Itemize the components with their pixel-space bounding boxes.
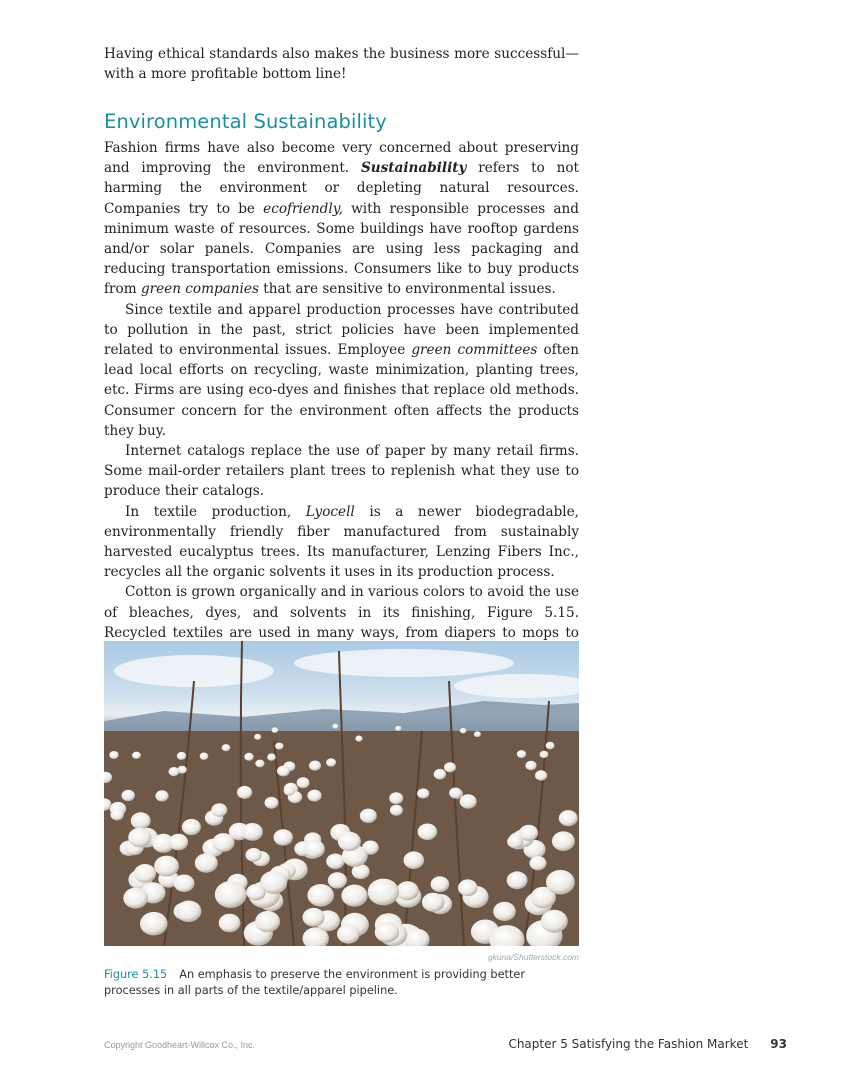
- cotton-boll: [507, 871, 528, 889]
- cotton-boll: [368, 879, 399, 906]
- cotton-boll: [109, 751, 118, 759]
- p5-text: Cotton is grown organically and in various colors to avoid the use of bleaches, dyes, and solvents in its finishing, Figure 5.15. Recycled textiles are used in many ways, from diapers to mops to: [104, 584, 579, 641]
- cotton-boll: [265, 797, 279, 809]
- cotton-boll: [395, 726, 401, 731]
- p1-text-c: with responsible processes and minimum waste of resources. Some buildings have rooftop gardens and/or solar panels. Companies are using less packaging and reducing transportation emissions. Consumers like to buy products from: [104, 200, 579, 298]
- figure-caption: [104, 967, 579, 999]
- cotton-boll: [449, 788, 462, 799]
- cotton-boll: [444, 762, 456, 772]
- cotton-boll: [284, 786, 295, 796]
- photo-credit: gkuna/Shutterstock.com: [487, 952, 579, 962]
- cotton-boll: [176, 901, 201, 923]
- cotton-boll: [128, 828, 151, 848]
- cotton-boll: [110, 809, 123, 820]
- cotton-boll: [493, 902, 516, 921]
- cotton-boll: [417, 788, 429, 798]
- cotton-boll: [559, 810, 578, 826]
- cotton-boll: [355, 736, 362, 742]
- cotton-boll: [244, 753, 253, 761]
- cotton-boll: [255, 760, 264, 768]
- p1-text-a: Fashion firms have also become very concerned about preserving and improving the environment.: [104, 140, 579, 177]
- cotton-boll: [507, 835, 523, 849]
- cotton-boll: [155, 790, 168, 801]
- cotton-boll: [535, 770, 547, 780]
- cotton-boll: [328, 872, 347, 888]
- cotton-boll: [140, 912, 168, 936]
- cotton-boll: [517, 750, 526, 758]
- p4-text-a: In textile production,: [125, 503, 306, 520]
- cotton-boll: [297, 777, 310, 788]
- cotton-boll: [237, 786, 252, 799]
- cotton-boll: [246, 848, 262, 862]
- cotton-boll: [309, 761, 321, 771]
- cotton-boll: [541, 910, 568, 933]
- cotton-boll: [540, 751, 549, 758]
- cotton-boll: [404, 851, 425, 869]
- cotton-boll: [422, 893, 445, 912]
- cotton-boll: [332, 724, 338, 729]
- paragraph-production-processes: [104, 300, 579, 441]
- term-green-committees: green committees: [411, 342, 538, 359]
- cotton-boll: [474, 731, 481, 737]
- cotton-boll: [267, 753, 276, 760]
- cotton-boll: [254, 734, 261, 740]
- paragraph-lyocell: [104, 502, 579, 583]
- intro-text: Having ethical standards also makes the business more successful—with a more profitable bottom line!: [104, 46, 579, 83]
- cotton-boll: [272, 727, 279, 733]
- cotton-boll: [174, 875, 195, 893]
- chapter-title: Chapter 5 Satisfying the Fashion Market: [508, 1037, 749, 1051]
- cotton-boll: [337, 924, 360, 943]
- cotton-boll: [169, 834, 188, 851]
- cotton-boll: [246, 884, 265, 900]
- running-footer: [508, 1037, 787, 1051]
- term-green-companies: green companies: [140, 281, 259, 298]
- clouds: [114, 649, 579, 698]
- cotton-boll: [546, 870, 575, 895]
- cotton-field-photo: [104, 641, 579, 946]
- cotton-boll: [303, 908, 325, 927]
- cotton-boll: [530, 856, 547, 870]
- cotton-boll: [460, 728, 467, 734]
- cotton-boll: [123, 888, 148, 909]
- body-text: [104, 138, 579, 683]
- cotton-boll: [396, 881, 418, 900]
- cotton-boll: [215, 881, 247, 908]
- cotton-boll: [274, 829, 293, 845]
- cotton-boll: [177, 752, 186, 760]
- p1-text-b: refers to not harming the environment or depleting natural resources. Companies try to be: [104, 160, 580, 217]
- cotton-boll: [389, 792, 403, 804]
- cotton-boll: [212, 833, 234, 852]
- cotton-boll: [200, 753, 209, 760]
- copyright-notice: Copyright Goodheart-Willcox Co., Inc.: [104, 1040, 256, 1050]
- section-heading: Environmental Sustainability: [104, 110, 387, 133]
- term-lyocell: Lyocell: [305, 503, 355, 520]
- cotton-boll: [552, 831, 575, 851]
- cotton-boll: [375, 922, 399, 943]
- cotton-boll: [182, 819, 201, 835]
- cotton-boll: [195, 853, 218, 873]
- cotton-boll: [277, 766, 290, 777]
- cotton-boll: [460, 794, 477, 808]
- cotton-boll: [307, 790, 321, 802]
- cotton-boll: [360, 809, 377, 823]
- cotton-boll: [546, 742, 555, 750]
- cotton-boll: [169, 767, 180, 776]
- cotton-boll: [222, 744, 231, 751]
- cotton-boll: [458, 879, 478, 896]
- p4-text-b: is a newer biodegradable, environmentally friendly fiber manufactured from sustainably harvested eucalyptus trees. Its manufacturer, Lenzing Fibers Inc., recycles all the organic solvents it uses in its production process.: [104, 503, 579, 581]
- p1-text-d: that are sensitive to environmental issues.: [258, 281, 556, 298]
- cotton-boll: [255, 911, 280, 932]
- cotton-boll: [132, 752, 141, 759]
- cotton-boll: [341, 885, 367, 907]
- cotton-boll: [242, 823, 263, 841]
- cotton-boll: [275, 743, 283, 750]
- figure-caption-text: An emphasis to preserve the environment is providing better processes in all parts of the textile/apparel pipeline.: [104, 968, 525, 997]
- cotton-boll: [131, 812, 151, 829]
- cotton-boll: [525, 761, 536, 770]
- cotton-field-illustration: [104, 641, 579, 946]
- figure-label: Figure 5.15: [104, 968, 168, 981]
- cotton-boll: [390, 805, 403, 816]
- cotton-boll: [122, 790, 135, 801]
- cotton-boll: [326, 758, 336, 767]
- cotton-boll: [418, 824, 438, 841]
- cotton-boll: [434, 769, 446, 780]
- paragraph-internet-catalogs: [104, 441, 579, 502]
- intro-paragraph: [104, 44, 579, 84]
- p2-text-b: often lead local efforts on recycling, waste minimization, planting trees, etc. Firms are using eco-dyes and finishes that replace old methods. Consumer concern for the environment often affects the products they buy.: [104, 342, 579, 439]
- cotton-boll: [134, 864, 156, 883]
- cotton-boll: [154, 856, 179, 877]
- cotton-boll: [338, 832, 361, 852]
- cotton-boll: [307, 884, 334, 907]
- p2-text-a: Since textile and apparel production processes have contributed to pollution in the past, strict policies have been implemented related to environmental issues. Employee: [104, 301, 579, 359]
- cotton-boll: [304, 840, 325, 858]
- cotton-boll: [431, 876, 450, 892]
- term-sustainability: Sustainability: [360, 160, 467, 177]
- cotton-boll: [219, 914, 241, 933]
- cotton-boll: [326, 854, 344, 870]
- term-ecofriendly: ecofriendly,: [263, 200, 343, 217]
- paragraph-sustainability: [104, 138, 579, 300]
- p3-text: Internet catalogs replace the use of paper by many retail firms. Some mail-order retailers plant trees to replenish what they use to produce their catalogs.: [104, 443, 579, 500]
- cotton-boll: [211, 803, 227, 817]
- page-number: 93: [770, 1037, 787, 1051]
